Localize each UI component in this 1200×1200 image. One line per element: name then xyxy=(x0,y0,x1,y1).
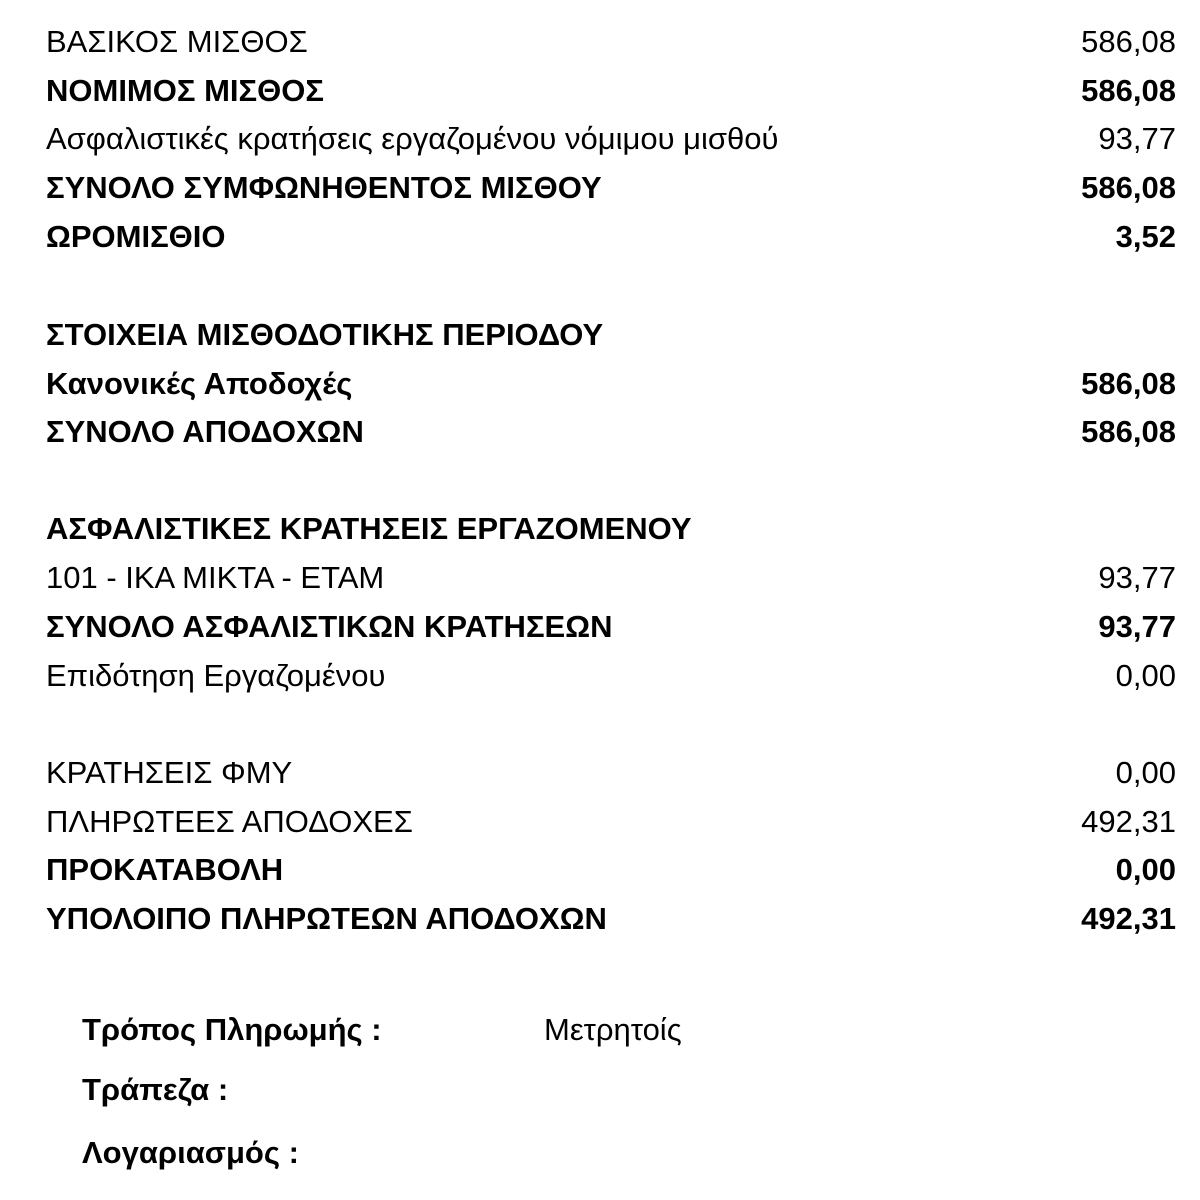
section-heading: ΑΣΦΑΛΙΣΤΙΚΕΣ ΚΡΑΤΗΣΕΙΣ ΕΡΓΑΖΟΜΕΝΟΥ xyxy=(46,511,692,546)
row-value: 93,77 xyxy=(1098,609,1176,644)
period-section-heading xyxy=(46,313,1176,357)
row-label: Κανονικές Αποδοχές xyxy=(46,366,353,401)
hourly-wage-row xyxy=(46,215,1176,259)
row-label: ΩΡΟΜΙΣΘΙΟ xyxy=(46,219,226,254)
insurance-section-heading xyxy=(46,507,1176,551)
row-label: ΣΥΝΟΛΟ ΑΣΦΑΛΙΣΤΙΚΩΝ ΚΡΑΤΗΣΕΩΝ xyxy=(46,609,613,644)
row-value: 586,08 xyxy=(1081,73,1176,108)
bank-label: Τράπεζα : xyxy=(82,1072,229,1107)
row-value: 586,08 xyxy=(1081,170,1176,205)
earnings-total-row xyxy=(46,410,1176,454)
insurance-total-row xyxy=(46,605,1176,649)
bank-row xyxy=(82,1067,544,1113)
row-value: 492,31 xyxy=(1081,901,1176,936)
remaining-payable-row xyxy=(46,897,1176,941)
row-value: 0,00 xyxy=(1115,852,1176,887)
row-value: 492,31 xyxy=(1081,804,1176,839)
row-label: ΝΟΜΙΜΟΣ ΜΙΣΘΟΣ xyxy=(46,73,324,108)
row-label: ΠΡΟΚΑΤΑΒΟΛΗ xyxy=(46,852,284,887)
advance-payment-row xyxy=(46,848,1176,892)
row-label: ΣΥΝΟΛΟ ΑΠΟΔΟΧΩΝ xyxy=(46,414,364,449)
basic-salary-row xyxy=(46,20,1176,64)
row-value: 93,77 xyxy=(1098,560,1176,595)
row-value: 586,08 xyxy=(1081,414,1176,449)
row-label: 101 - ΙΚΑ ΜΙΚΤΑ - ΕΤΑΜ xyxy=(46,560,385,595)
row-label: ΚΡΑΤΗΣΕΙΣ ΦΜΥ xyxy=(46,755,293,790)
regular-earnings-row xyxy=(46,362,1176,406)
payment-method-value: Μετρητοίς xyxy=(544,1012,682,1047)
row-label: ΠΛΗΡΩΤΕΕΣ ΑΠΟΔΟΧΕΣ xyxy=(46,804,413,839)
employee-insurance-legal-salary-row xyxy=(46,117,1176,161)
tax-withholding-row xyxy=(46,751,1176,795)
row-label: ΒΑΣΙΚΟΣ ΜΙΣΘΟΣ xyxy=(46,24,308,59)
row-label: ΥΠΟΛΟΙΠΟ ΠΛΗΡΩΤΕΩΝ ΑΠΟΔΟΧΩΝ xyxy=(46,901,607,936)
row-value: 586,08 xyxy=(1081,366,1176,401)
account-label: Λογαριασμός : xyxy=(82,1135,299,1170)
section-heading: ΣΤΟΙΧΕΙΑ ΜΙΣΘΟΔΟΤΙΚΗΣ ΠΕΡΙΟΔΟΥ xyxy=(46,317,604,352)
agreed-salary-total-row xyxy=(46,166,1176,210)
employee-subsidy-row xyxy=(46,654,1176,698)
payment-method-row xyxy=(82,1007,682,1053)
row-label: Επιδότηση Εργαζομένου xyxy=(46,658,386,693)
payable-earnings-row xyxy=(46,800,1176,844)
row-value: 0,00 xyxy=(1115,755,1176,790)
row-label: Ασφαλιστικές κρατήσεις εργαζομένου νόμιμου μισθού xyxy=(46,121,779,156)
legal-salary-row xyxy=(46,69,1176,113)
ika-insurance-row xyxy=(46,556,1176,600)
row-value: 586,08 xyxy=(1081,24,1176,59)
payment-method-label: Τρόπος Πληρωμής : xyxy=(82,1012,382,1047)
row-value: 3,52 xyxy=(1115,219,1176,254)
account-row xyxy=(82,1130,544,1176)
row-value: 93,77 xyxy=(1098,121,1176,156)
row-value: 0,00 xyxy=(1115,658,1176,693)
row-label: ΣΥΝΟΛΟ ΣΥΜΦΩΝΗΘΕΝΤΟΣ ΜΙΣΘΟΥ xyxy=(46,170,602,205)
